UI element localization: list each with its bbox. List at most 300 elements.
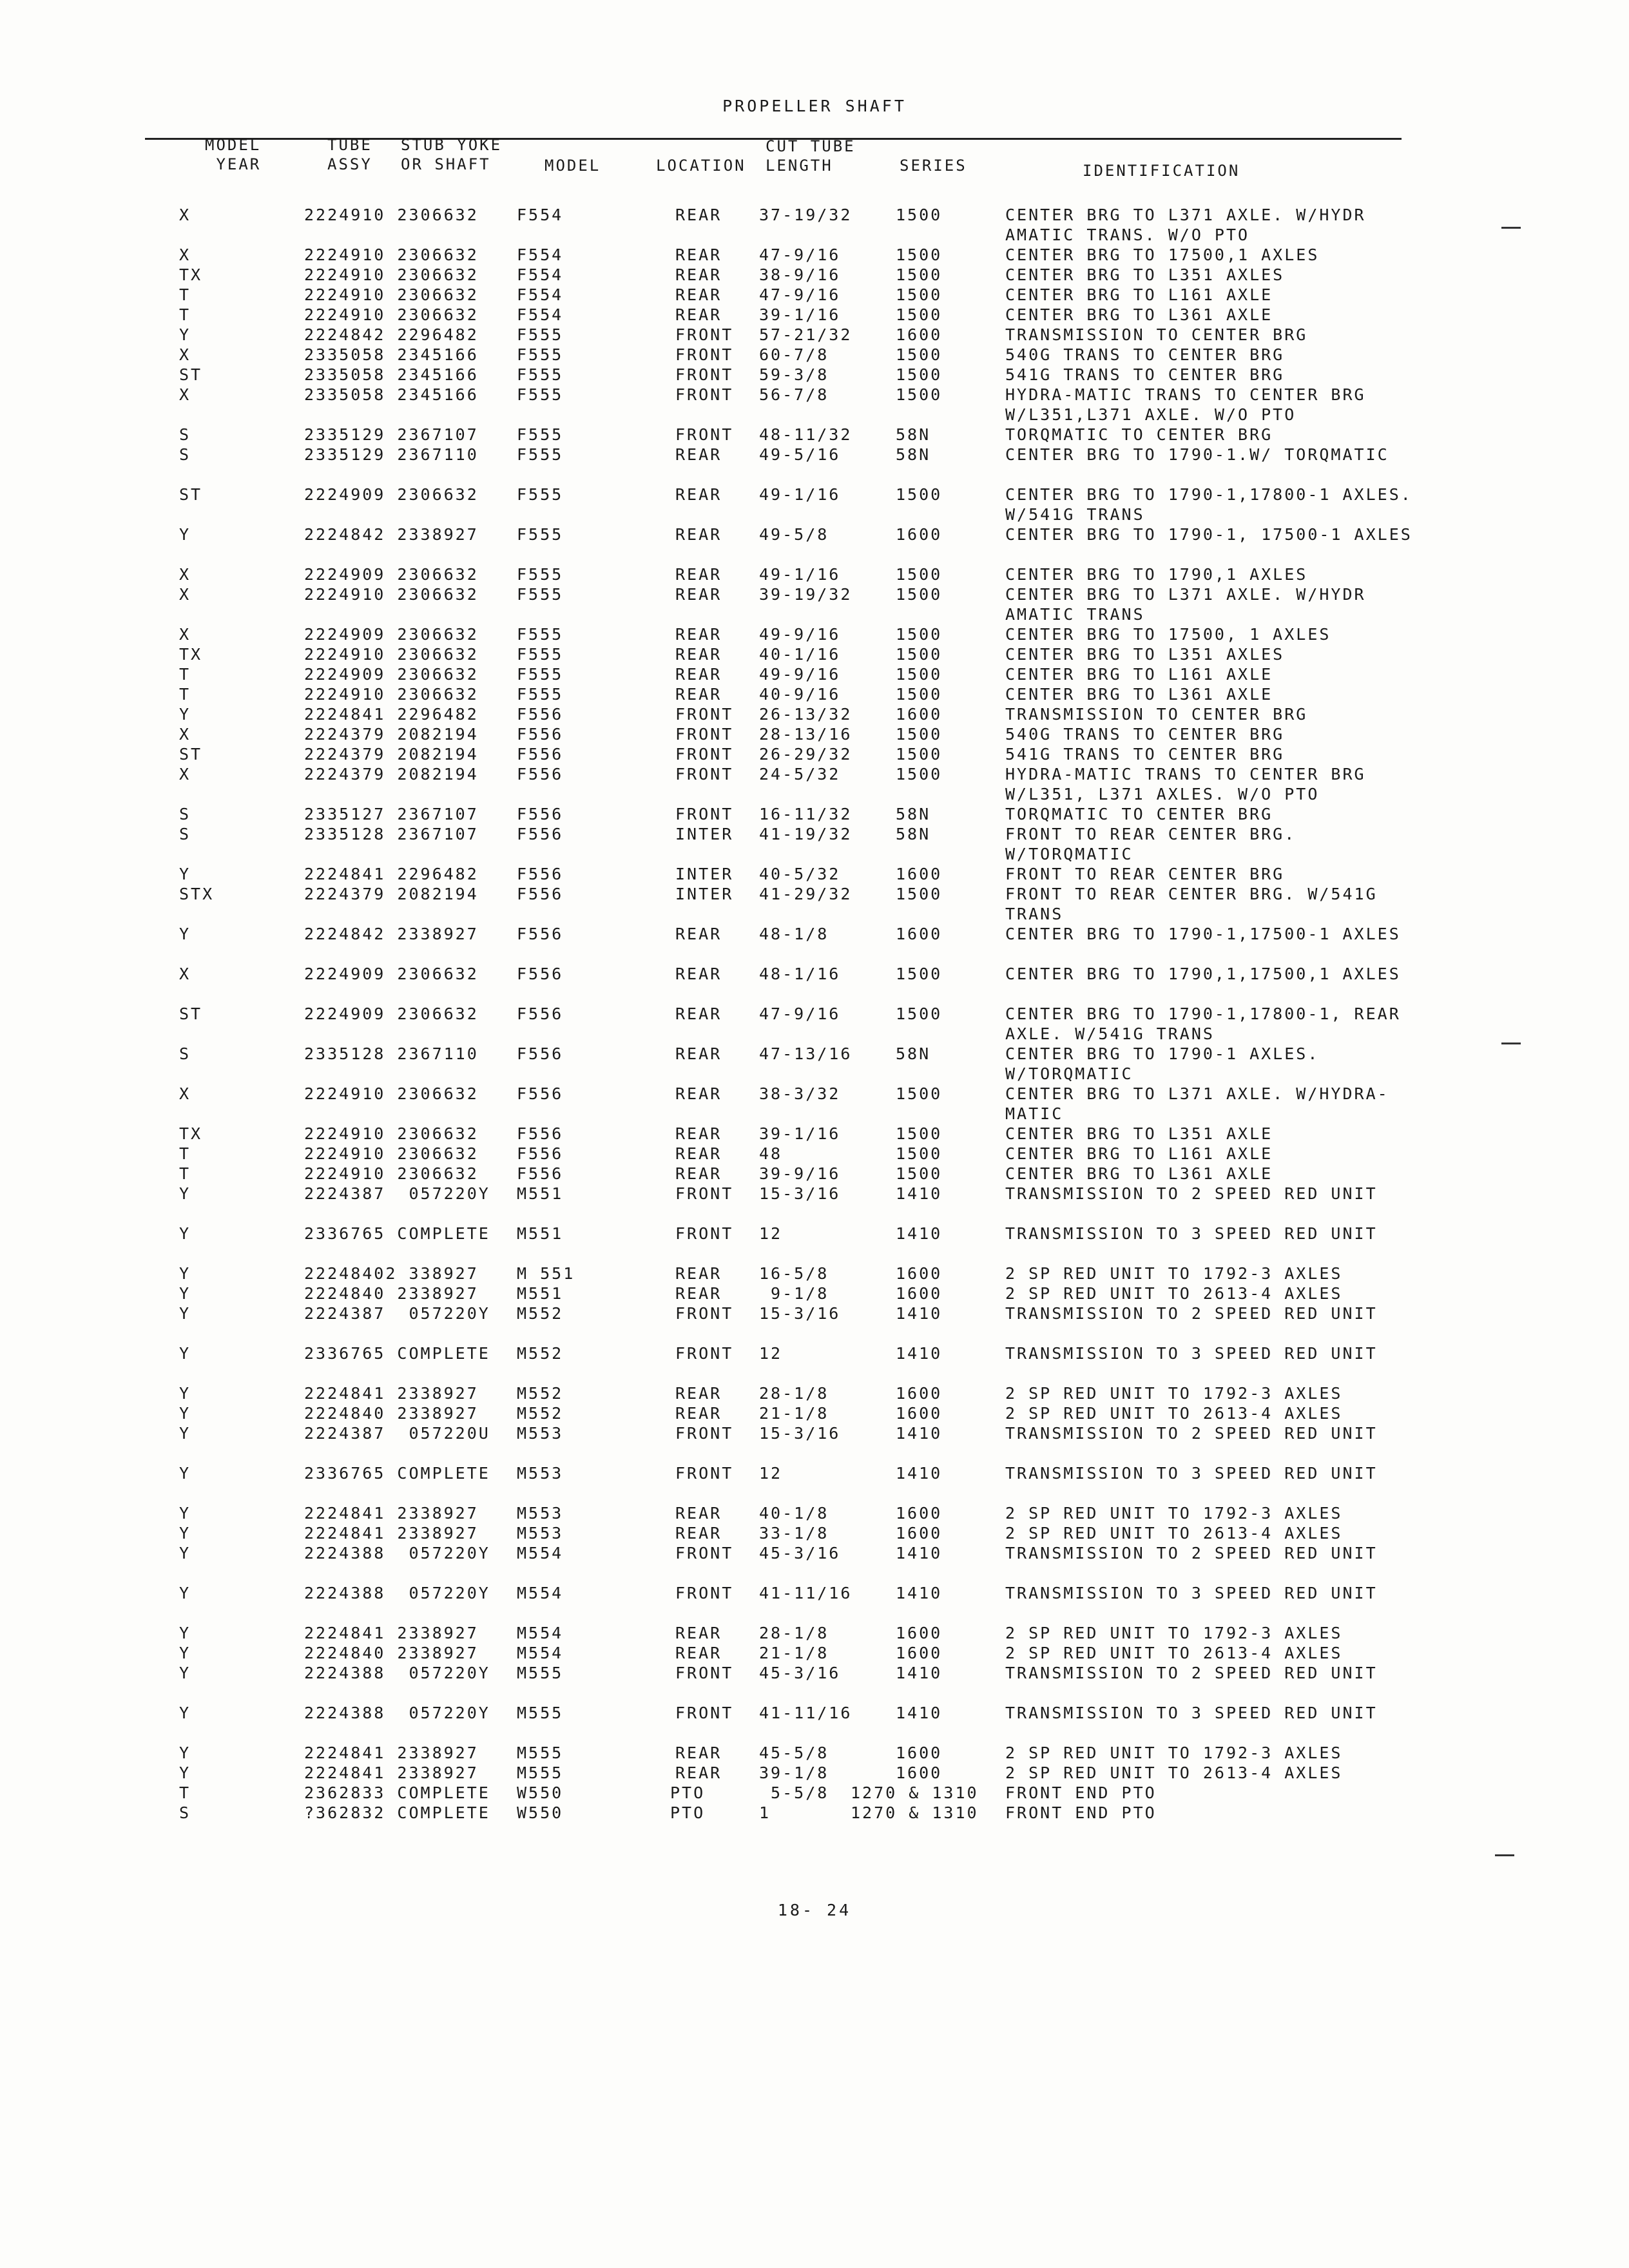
cell-cut-tube-length: 48-11/32 <box>759 425 853 444</box>
cell-identification: 540G TRANS TO CENTER BRG <box>1005 345 1285 364</box>
cell-location: REAR <box>675 1763 722 1782</box>
cell-series: 58N <box>896 425 931 444</box>
cell-tube-assy: 2224379 2082194 <box>304 725 479 744</box>
cell-location: FRONT <box>675 1584 734 1602</box>
cell-tube-assy: 2335058 2345166 <box>304 385 479 404</box>
cell-identification: TRANSMISSION TO 2 SPEED RED UNIT <box>1005 1664 1378 1682</box>
cell-location: REAR <box>675 525 722 544</box>
cell-tube-assy: 2224841 2338927 <box>304 1504 479 1523</box>
cell-location: FRONT <box>675 1704 734 1722</box>
cell-model: F556 <box>517 1044 564 1063</box>
cell-model: F554 <box>517 305 564 324</box>
cell-cut-tube-length: 33-1/8 <box>759 1524 829 1542</box>
cell-cut-tube-length: 37-19/32 <box>759 206 853 224</box>
cell-location: FRONT <box>675 1224 734 1243</box>
cell-cut-tube-length: 21-1/8 <box>759 1404 829 1423</box>
cell-cut-tube-length: 12 <box>759 1464 783 1483</box>
cell-location: REAR <box>675 925 722 943</box>
cell-model: F555 <box>517 665 564 684</box>
cell-location: REAR <box>675 305 722 324</box>
cell-tube-assy: 2224910 2306632 <box>304 1124 479 1143</box>
cell-model: F556 <box>517 1144 564 1163</box>
cell-location: FRONT <box>675 765 734 783</box>
cell-series: 1500 <box>896 1084 943 1103</box>
cell-tube-assy: 2224910 2306632 <box>304 685 479 704</box>
cell-cut-tube-length: 49-5/16 <box>759 445 841 464</box>
cell-model-year: Y <box>179 1624 191 1642</box>
cell-cut-tube-length: 49-5/8 <box>759 525 829 544</box>
cell-tube-assy: 2224387 057220U <box>304 1424 490 1443</box>
cell-identification: 2 SP RED UNIT TO 2613-4 AXLES <box>1005 1284 1343 1303</box>
cell-location: REAR <box>675 1124 722 1143</box>
cell-model-year: Y <box>179 1744 191 1762</box>
cell-cut-tube-length: 38-3/32 <box>759 1084 841 1103</box>
cell-model-year: Y <box>179 1763 191 1782</box>
cell-model: M552 <box>517 1304 564 1323</box>
cell-tube-assy: 2224909 2306632 <box>304 665 479 684</box>
cell-identification: 541G TRANS TO CENTER BRG <box>1005 365 1285 384</box>
cell-model: F555 <box>517 345 564 364</box>
cell-series: 1600 <box>896 1744 943 1762</box>
cell-cut-tube-length: 26-13/32 <box>759 705 853 724</box>
cell-model-year: T <box>179 305 191 324</box>
cell-series: 1500 <box>896 305 943 324</box>
cell-model: F556 <box>517 965 564 983</box>
cell-tube-assy: 2224379 2082194 <box>304 885 479 903</box>
cell-series: 1500 <box>896 1004 943 1023</box>
cell-model: F556 <box>517 725 564 744</box>
cell-tube-assy: 2335058 2345166 <box>304 365 479 384</box>
cell-series: 1410 <box>896 1664 943 1682</box>
cell-identification: TRANSMISSION TO 2 SPEED RED UNIT <box>1005 1424 1378 1443</box>
cell-location: FRONT <box>675 365 734 384</box>
cell-identification: CENTER BRG TO L351 AXLE <box>1005 1124 1273 1143</box>
cell-model-year: T <box>179 285 191 304</box>
cell-model-year: Y <box>179 1544 191 1562</box>
cell-identification: CENTER BRG TO L371 AXLE. W/HYDRA-MATIC <box>1005 1084 1389 1123</box>
cell-identification: TRANSMISSION TO 2 SPEED RED UNIT <box>1005 1184 1378 1203</box>
cell-model-year: Y <box>179 1504 191 1523</box>
cell-model: F555 <box>517 645 564 664</box>
cell-series: 1500 <box>896 665 943 684</box>
cell-model: W550 <box>517 1803 564 1822</box>
cell-model: W550 <box>517 1783 564 1802</box>
cell-model-year: X <box>179 625 191 644</box>
cell-model-year: TX <box>179 265 203 284</box>
cell-identification: 2 SP RED UNIT TO 2613-4 AXLES <box>1005 1644 1343 1662</box>
cell-series: 1600 <box>896 1264 943 1283</box>
cell-cut-tube-length: 39-19/32 <box>759 585 853 604</box>
cell-series: 1270 & 1310 <box>851 1803 979 1822</box>
cell-identification: 2 SP RED UNIT TO 2613-4 AXLES <box>1005 1524 1343 1542</box>
cell-model: F555 <box>517 425 564 444</box>
cell-cut-tube-length: 48-1/8 <box>759 925 829 943</box>
cell-model-year: S <box>179 425 191 444</box>
cell-tube-assy: 2335128 2367110 <box>304 1044 479 1063</box>
cell-series: 1500 <box>896 1124 943 1143</box>
cell-cut-tube-length: 48 <box>759 1144 783 1163</box>
cell-series: 1410 <box>896 1344 943 1363</box>
cell-tube-assy: 2224909 2306632 <box>304 565 479 584</box>
cell-identification: FRONT END PTO <box>1005 1783 1157 1802</box>
cell-location: REAR <box>675 665 722 684</box>
cell-tube-assy: 2335129 2367110 <box>304 445 479 464</box>
cell-series: 1410 <box>896 1184 943 1203</box>
cell-tube-assy: 2224388 057220Y <box>304 1544 490 1562</box>
cell-tube-assy: 2224840 2338927 <box>304 1644 479 1662</box>
cell-location: FRONT <box>675 1664 734 1682</box>
cell-location: FRONT <box>675 705 734 724</box>
cell-series: 1500 <box>896 1144 943 1163</box>
cell-location: REAR <box>675 1084 722 1103</box>
cell-identification: CENTER BRG TO 1790-1, 17500-1 AXLES <box>1005 525 1412 544</box>
cell-model-year: Y <box>179 1584 191 1602</box>
cell-tube-assy: 2362833 COMPLETE <box>304 1783 490 1802</box>
cell-identification: CENTER BRG TO L361 AXLE <box>1005 685 1273 704</box>
cell-model-year: ST <box>179 745 203 764</box>
cell-series: 1600 <box>896 1284 943 1303</box>
cell-cut-tube-length: 12 <box>759 1344 783 1363</box>
cell-tube-assy: 2335127 2367107 <box>304 805 479 823</box>
cell-series: 1600 <box>896 705 943 724</box>
cell-location: REAR <box>675 245 722 264</box>
cell-identification: CENTER BRG TO L371 AXLE. W/HYDR AMATIC TRANS. W/O PTO <box>1005 206 1366 244</box>
cell-model-year: T <box>179 665 191 684</box>
cell-model-year: Y <box>179 1404 191 1423</box>
cell-model: F556 <box>517 805 564 823</box>
cell-identification: CENTER BRG TO 1790-1,17500-1 AXLES <box>1005 925 1401 943</box>
cell-series: 1410 <box>896 1224 943 1243</box>
cell-tube-assy: 2224910 2306632 <box>304 265 479 284</box>
cell-location: REAR <box>675 1004 722 1023</box>
cell-tube-assy: 2336765 COMPLETE <box>304 1344 490 1363</box>
cell-tube-assy: 2224388 057220Y <box>304 1664 490 1682</box>
cell-tube-assy: 2224387 057220Y <box>304 1184 490 1203</box>
cell-model-year: S <box>179 805 191 823</box>
cell-cut-tube-length: 15-3/16 <box>759 1304 841 1323</box>
cell-model: F555 <box>517 585 564 604</box>
cell-model-year: ST <box>179 1004 203 1023</box>
cell-identification: CENTER BRG TO L161 AXLE <box>1005 1144 1273 1163</box>
cell-model: M 551 <box>517 1264 575 1283</box>
cell-identification: 541G TRANS TO CENTER BRG <box>1005 745 1285 764</box>
cell-cut-tube-length: 39-1/16 <box>759 305 841 324</box>
cell-identification: 2 SP RED UNIT TO 1792-3 AXLES <box>1005 1504 1343 1523</box>
cell-cut-tube-length: 57-21/32 <box>759 325 853 344</box>
cell-model-year: X <box>179 725 191 744</box>
cell-series: 1500 <box>896 285 943 304</box>
cell-identification: CENTER BRG TO L161 AXLE <box>1005 285 1273 304</box>
cell-model-year: T <box>179 685 191 704</box>
cell-identification: CENTER BRG TO L161 AXLE <box>1005 665 1273 684</box>
cell-location: INTER <box>675 885 734 903</box>
cell-model-year: X <box>179 565 191 584</box>
cell-series: 58N <box>896 825 931 843</box>
cell-tube-assy: 2224842 2296482 <box>304 325 479 344</box>
cell-model-year: X <box>179 585 191 604</box>
cell-series: 1410 <box>896 1464 943 1483</box>
cell-location: FRONT <box>675 385 734 404</box>
cell-series: 1600 <box>896 325 943 344</box>
cell-model-year: TX <box>179 1124 203 1143</box>
cell-series: 58N <box>896 805 931 823</box>
cell-model: F556 <box>517 825 564 843</box>
cell-identification: 2 SP RED UNIT TO 1792-3 AXLES <box>1005 1744 1343 1762</box>
cell-location: FRONT <box>675 425 734 444</box>
cell-model: F556 <box>517 1004 564 1023</box>
cell-model-year: T <box>179 1783 191 1802</box>
cell-model: F554 <box>517 265 564 284</box>
cell-location: REAR <box>675 445 722 464</box>
cell-cut-tube-length: 40-1/16 <box>759 645 841 664</box>
cell-identification: CENTER BRG TO 1790-1,17800-1 AXLES. W/541G TRANS <box>1005 485 1412 524</box>
cell-tube-assy: 2224910 2306632 <box>304 206 479 224</box>
cell-identification: FRONT END PTO <box>1005 1803 1157 1822</box>
cell-series: 1600 <box>896 1404 943 1423</box>
cell-identification: 2 SP RED UNIT TO 1792-3 AXLES <box>1005 1264 1343 1283</box>
header-series: SERIES <box>900 157 967 175</box>
cell-location: REAR <box>675 1524 722 1542</box>
cell-series: 1600 <box>896 1763 943 1782</box>
cell-location: REAR <box>675 1624 722 1642</box>
cell-model: F556 <box>517 1164 564 1183</box>
cell-model: F555 <box>517 625 564 644</box>
cell-model: M554 <box>517 1624 564 1642</box>
cell-identification: 2 SP RED UNIT TO 1792-3 AXLES <box>1005 1624 1343 1642</box>
cell-model-year: STX <box>179 885 215 903</box>
cell-model: F555 <box>517 565 564 584</box>
cell-model-year: X <box>179 965 191 983</box>
cell-model: M554 <box>517 1584 564 1602</box>
header-stub-yoke: STUB YOKE OR SHAFT <box>401 136 503 173</box>
cell-series: 1410 <box>896 1424 943 1443</box>
cell-model-year: X <box>179 765 191 783</box>
cell-identification: TORQMATIC TO CENTER BRG <box>1005 805 1273 823</box>
cell-cut-tube-length: 41-29/32 <box>759 885 853 903</box>
cell-model-year: Y <box>179 1524 191 1542</box>
cell-tube-assy: 2224379 2082194 <box>304 745 479 764</box>
cell-series: 1500 <box>896 206 943 224</box>
cell-cut-tube-length: 47-9/16 <box>759 1004 841 1023</box>
cell-series: 1500 <box>896 385 943 404</box>
margin-mark <box>1501 227 1521 229</box>
cell-location: FRONT <box>675 345 734 364</box>
cell-model: F555 <box>517 365 564 384</box>
cell-series: 1500 <box>896 965 943 983</box>
cell-cut-tube-length: 39-1/16 <box>759 1124 841 1143</box>
cell-model: F555 <box>517 325 564 344</box>
cell-model-year: X <box>179 345 191 364</box>
cell-tube-assy: 2224388 057220Y <box>304 1704 490 1722</box>
cell-model-year: S <box>179 1044 191 1063</box>
cell-identification: CENTER BRG TO 1790-1.W/ TORQMATIC <box>1005 445 1389 464</box>
cell-location: FRONT <box>675 1544 734 1562</box>
cell-model: F556 <box>517 745 564 764</box>
cell-tube-assy: 2224909 2306632 <box>304 625 479 644</box>
cell-model: M555 <box>517 1763 564 1782</box>
cell-model: M554 <box>517 1544 564 1562</box>
header-model-year: MODEL YEAR <box>205 136 262 173</box>
cell-location: REAR <box>675 1744 722 1762</box>
cell-location: INTER <box>675 825 734 843</box>
cell-model: M551 <box>517 1284 564 1303</box>
cell-location: FRONT <box>675 1464 734 1483</box>
cell-location: FRONT <box>675 1424 734 1443</box>
cell-cut-tube-length: 16-11/32 <box>759 805 853 823</box>
cell-location: REAR <box>675 585 722 604</box>
cell-cut-tube-length: 45-3/16 <box>759 1544 841 1562</box>
cell-cut-tube-length: 12 <box>759 1224 783 1243</box>
cell-model-year: TX <box>179 645 203 664</box>
cell-tube-assy: 2224910 2306632 <box>304 1164 479 1183</box>
cell-cut-tube-length: 28-1/8 <box>759 1384 829 1403</box>
cell-series: 1500 <box>896 725 943 744</box>
cell-series: 1500 <box>896 745 943 764</box>
cell-series: 1410 <box>896 1304 943 1323</box>
cell-model: F556 <box>517 1084 564 1103</box>
cell-tube-assy: 2224840 2338927 <box>304 1404 479 1423</box>
cell-identification: FRONT TO REAR CENTER BRG. W/TORQMATIC <box>1005 825 1296 863</box>
cell-location: REAR <box>675 565 722 584</box>
cell-model-year: Y <box>179 1304 191 1323</box>
cell-location: FRONT <box>675 1344 734 1363</box>
cell-model: F555 <box>517 385 564 404</box>
cell-identification: HYDRA-MATIC TRANS TO CENTER BRG W/L351,L371 AXLE. W/O PTO <box>1005 385 1366 424</box>
cell-model: M553 <box>517 1464 564 1483</box>
cell-location: REAR <box>675 1164 722 1183</box>
cell-location: FRONT <box>675 745 734 764</box>
cell-model-year: Y <box>179 925 191 943</box>
cell-location: FRONT <box>675 1304 734 1323</box>
cell-model: F555 <box>517 685 564 704</box>
cell-model-year: Y <box>179 865 191 883</box>
page-number: 18- 24 <box>777 1901 852 1919</box>
cell-identification: CENTER BRG TO L351 AXLES <box>1005 645 1285 664</box>
cell-identification: CENTER BRG TO L351 AXLES <box>1005 265 1285 284</box>
cell-tube-assy: 2224842 2338927 <box>304 525 479 544</box>
cell-identification: CENTER BRG TO 17500,1 AXLES <box>1005 245 1320 264</box>
cell-identification: CENTER BRG TO 1790-1 AXLES. W/TORQMATIC <box>1005 1044 1320 1083</box>
cell-model: M551 <box>517 1224 564 1243</box>
cell-series: 1500 <box>896 585 943 604</box>
cell-model-year: Y <box>179 1704 191 1722</box>
cell-cut-tube-length: 24-5/32 <box>759 765 841 783</box>
cell-location: REAR <box>675 265 722 284</box>
cell-tube-assy: 2224840 2338927 <box>304 1284 479 1303</box>
cell-model: M553 <box>517 1524 564 1542</box>
cell-model-year: Y <box>179 1384 191 1403</box>
cell-model-year: Y <box>179 705 191 724</box>
cell-model: F554 <box>517 285 564 304</box>
cell-tube-assy: 2336765 COMPLETE <box>304 1224 490 1243</box>
cell-identification: HYDRA-MATIC TRANS TO CENTER BRG W/L351, L371 AXLES. W/O PTO <box>1005 765 1366 803</box>
cell-model-year: X <box>179 245 191 264</box>
cell-model-year: T <box>179 1144 191 1163</box>
cell-tube-assy: 2224910 2306632 <box>304 1084 479 1103</box>
cell-model: F554 <box>517 206 564 224</box>
cell-identification: TRANSMISSION TO 3 SPEED RED UNIT <box>1005 1704 1378 1722</box>
cell-cut-tube-length: 41-19/32 <box>759 825 853 843</box>
cell-tube-assy: 2224842 2338927 <box>304 925 479 943</box>
cell-identification: TRANSMISSION TO 2 SPEED RED UNIT <box>1005 1544 1378 1562</box>
cell-identification: CENTER BRG TO L371 AXLE. W/HYDR AMATIC TRANS <box>1005 585 1366 624</box>
cell-tube-assy: 2224841 2338927 <box>304 1524 479 1542</box>
cell-identification: TRANSMISSION TO CENTER BRG <box>1005 325 1308 344</box>
cell-cut-tube-length: 56-7/8 <box>759 385 829 404</box>
cell-series: 1270 & 1310 <box>851 1783 979 1802</box>
cell-cut-tube-length: 41-11/16 <box>759 1704 853 1722</box>
cell-cut-tube-length: 28-13/16 <box>759 725 853 744</box>
cell-cut-tube-length: 9-1/8 <box>759 1284 829 1303</box>
cell-tube-assy: 2224388 057220Y <box>304 1584 490 1602</box>
cell-series: 1600 <box>896 1624 943 1642</box>
cell-identification: TRANSMISSION TO 3 SPEED RED UNIT <box>1005 1224 1378 1243</box>
header-tube-assy: TUBE ASSY <box>327 136 372 173</box>
cell-location: REAR <box>675 965 722 983</box>
cell-cut-tube-length: 47-9/16 <box>759 245 841 264</box>
cell-cut-tube-length: 47-13/16 <box>759 1044 853 1063</box>
cell-identification: TRANSMISSION TO 2 SPEED RED UNIT <box>1005 1304 1378 1323</box>
cell-series: 1600 <box>896 1524 943 1542</box>
cell-series: 1500 <box>896 265 943 284</box>
cell-model-year: Y <box>179 1184 191 1203</box>
cell-model-year: Y <box>179 1264 191 1283</box>
cell-model: M552 <box>517 1344 564 1363</box>
cell-model: M555 <box>517 1744 564 1762</box>
cell-identification: TRANSMISSION TO 3 SPEED RED UNIT <box>1005 1584 1378 1602</box>
cell-model-year: X <box>179 385 191 404</box>
cell-location: REAR <box>675 206 722 224</box>
cell-location: REAR <box>675 1384 722 1403</box>
cell-model-year: S <box>179 445 191 464</box>
cell-model: M552 <box>517 1384 564 1403</box>
cell-model: F556 <box>517 705 564 724</box>
cell-model-year: X <box>179 1084 191 1103</box>
cell-cut-tube-length: 15-3/16 <box>759 1424 841 1443</box>
header-identification: IDENTIFICATION <box>1083 162 1240 180</box>
cell-cut-tube-length: 26-29/32 <box>759 745 853 764</box>
cell-identification: CENTER BRG TO 1790,1,17500,1 AXLES <box>1005 965 1401 983</box>
cell-identification: TRANSMISSION TO 3 SPEED RED UNIT <box>1005 1464 1378 1483</box>
cell-identification: 2 SP RED UNIT TO 1792-3 AXLES <box>1005 1384 1343 1403</box>
cell-identification: 2 SP RED UNIT TO 2613-4 AXLES <box>1005 1763 1343 1782</box>
cell-tube-assy: 2224910 2306632 <box>304 645 479 664</box>
cell-identification: TRANSMISSION TO CENTER BRG <box>1005 705 1308 724</box>
cell-model: M553 <box>517 1504 564 1523</box>
cell-model-year: Y <box>179 1644 191 1662</box>
cell-location: FRONT <box>675 805 734 823</box>
cell-identification: TRANSMISSION TO 3 SPEED RED UNIT <box>1005 1344 1378 1363</box>
cell-model: F555 <box>517 525 564 544</box>
cell-model: M555 <box>517 1664 564 1682</box>
cell-cut-tube-length: 39-1/8 <box>759 1763 829 1782</box>
cell-identification: 2 SP RED UNIT TO 2613-4 AXLES <box>1005 1404 1343 1423</box>
cell-model: M553 <box>517 1424 564 1443</box>
cell-identification: CENTER BRG TO 1790,1 AXLES <box>1005 565 1308 584</box>
cell-cut-tube-length: 40-9/16 <box>759 685 841 704</box>
cell-model-year: ST <box>179 365 203 384</box>
cell-tube-assy: 2224910 2306632 <box>304 305 479 324</box>
cell-series: 1500 <box>896 765 943 783</box>
cell-tube-assy: 2224841 2338927 <box>304 1744 479 1762</box>
cell-series: 1500 <box>896 365 943 384</box>
cell-tube-assy: 2336765 COMPLETE <box>304 1464 490 1483</box>
cell-series: 58N <box>896 445 931 464</box>
cell-series: 1600 <box>896 1644 943 1662</box>
cell-cut-tube-length: 45-5/8 <box>759 1744 829 1762</box>
cell-series: 1410 <box>896 1704 943 1722</box>
cell-model: F556 <box>517 925 564 943</box>
